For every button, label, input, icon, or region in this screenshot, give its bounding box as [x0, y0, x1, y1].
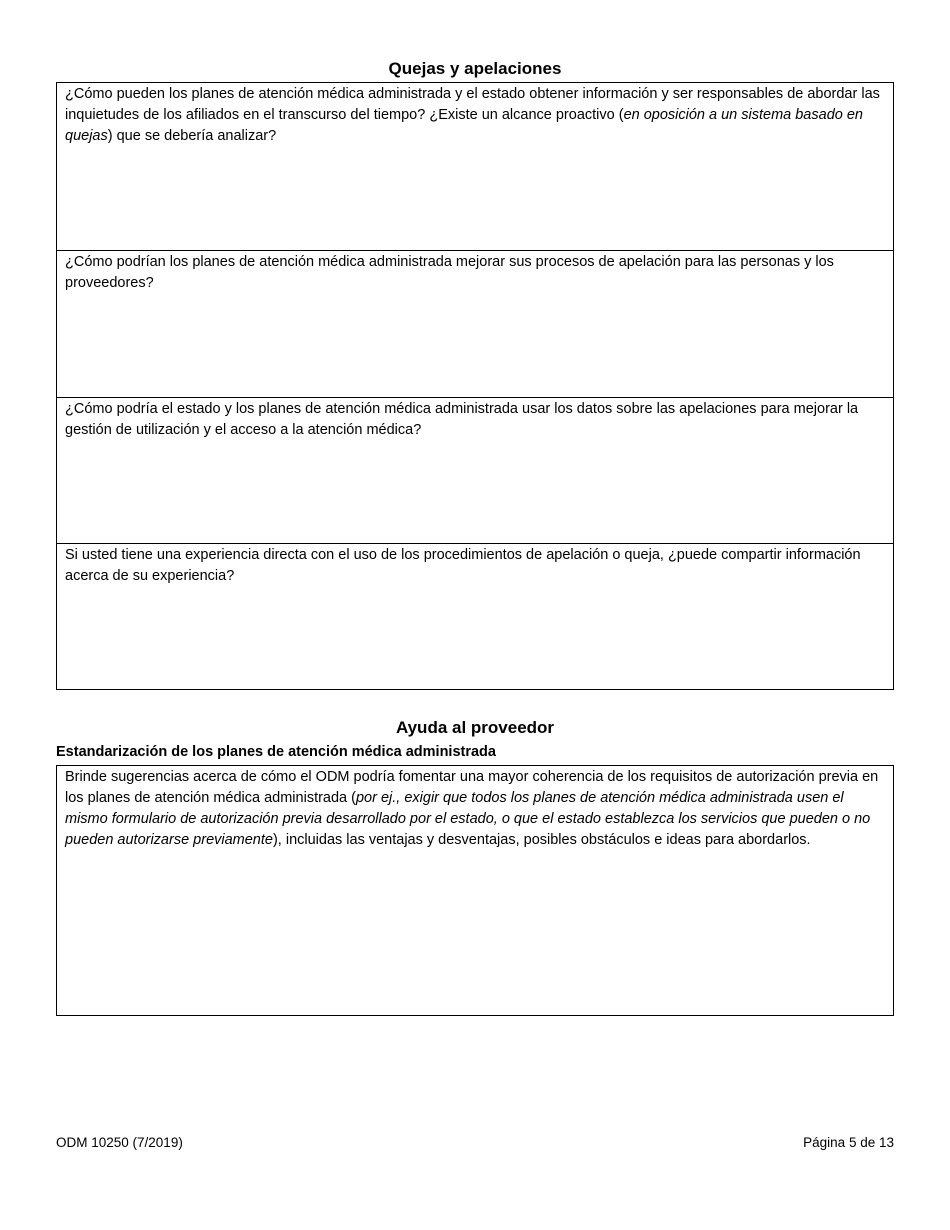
- question-5-text-end: ), incluidas las ventajas y desventajas, posibles obstáculos e ideas para abordarlos.: [272, 832, 811, 848]
- question-5-text: Brinde sugerencias acerca de cómo el ODM podría fomentar una mayor coherencia de los requisitos de autorización previa en los planes de atención médica administrada (: [65, 769, 879, 806]
- question-1-text-end: ) que se debería analizar?: [107, 128, 277, 144]
- question-3-text: ¿Cómo podría el estado y los planes de atención médica administrada usar los datos sobre las apelaciones para mejorar la gestión de utilización y el acceso a la atención médica?: [65, 401, 859, 438]
- question-4-text: Si usted tiene una experiencia directa con el uso de los procedimientos de apelación o queja, ¿puede compartir información acerca de su experiencia?: [65, 547, 861, 584]
- question-2-text: ¿Cómo podrían los planes de atención médica administrada mejorar sus procesos de apelación para las personas y los proveedores?: [65, 254, 834, 291]
- quejas-question-table: [56, 82, 894, 690]
- subsection-title-estandarizacion: Estandarización de los planes de atención médica administrada: [56, 744, 496, 760]
- footer-form-id: ODM 10250 (7/2019): [56, 1135, 183, 1150]
- question-cell-3[interactable]: [57, 398, 893, 544]
- section-title-quejas: Quejas y apelaciones: [388, 59, 562, 78]
- footer-page-number: Página 5 de 13: [803, 1135, 894, 1150]
- question-cell-2[interactable]: [57, 251, 893, 398]
- ayuda-question-table: [56, 765, 894, 1016]
- question-5-italic-text: por ej., exigir que todos los planes de atención médica administrada usen el mismo formulario de autorización previa desarrollado por el estado, o que el estado establezca los servicios que pueden o no pueden autorizarse previamente: [65, 790, 871, 848]
- question-1-text: ¿Cómo pueden los planes de atención médica administrada y el estado obtener información y ser responsables de abordar las inquietudes de los afiliados en el transcurso del tiempo? ¿Existe un alcance proactivo (: [65, 86, 880, 123]
- question-cell-5[interactable]: [57, 766, 893, 1015]
- question-1-italic-text: en oposición a un sistema basado en quejas: [65, 107, 863, 144]
- question-cell-4[interactable]: [57, 544, 893, 689]
- section-title-ayuda: Ayuda al proveedor: [395, 718, 555, 737]
- question-cell-1[interactable]: [57, 83, 893, 251]
